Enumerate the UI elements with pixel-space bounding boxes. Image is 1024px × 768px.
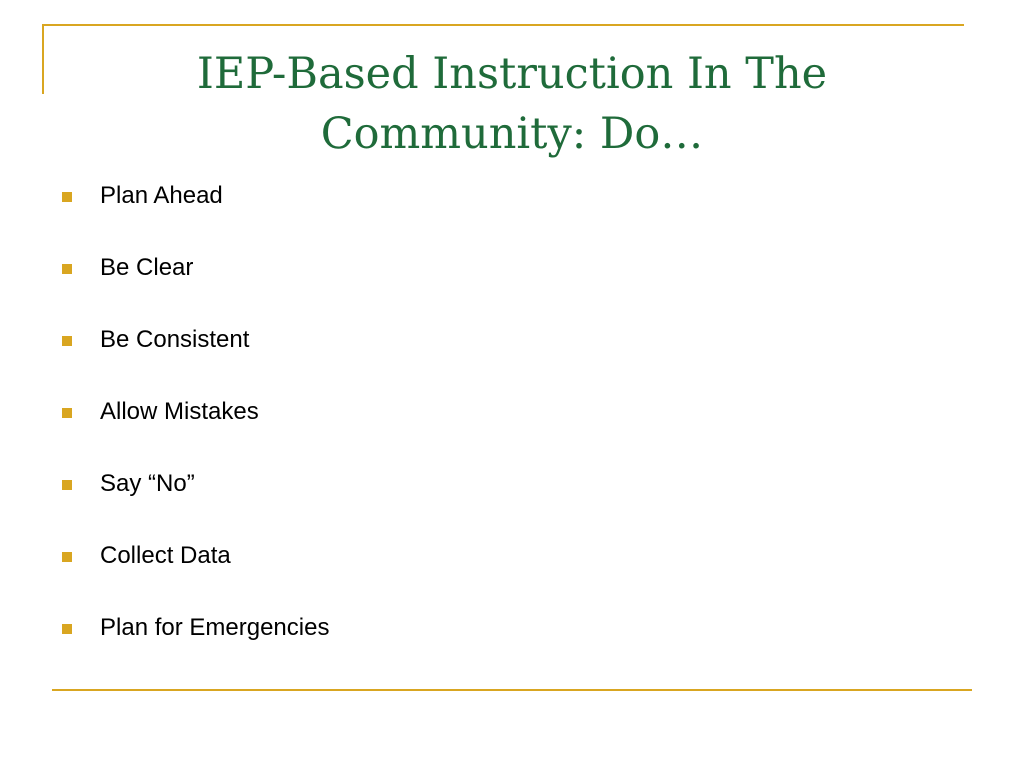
bullet-text: Say “No”: [100, 470, 195, 497]
slide-title-line-1: IEP-Based Instruction In The: [196, 49, 828, 99]
frame-top-rule: [42, 24, 964, 26]
bullet-list: [62, 176, 329, 680]
square-bullet-icon: [62, 336, 72, 346]
square-bullet-icon: [62, 624, 72, 634]
bullet-item: [62, 608, 329, 680]
bullet-text: Be Clear: [100, 254, 194, 281]
bullet-text: Plan for Emergencies: [100, 614, 330, 641]
bullet-item: [62, 176, 329, 248]
bullet-item: [62, 464, 329, 536]
square-bullet-icon: [62, 264, 72, 274]
bullet-text: Plan Ahead: [100, 182, 223, 209]
square-bullet-icon: [62, 552, 72, 562]
square-bullet-icon: [62, 408, 72, 418]
slide-title-line-2: Community: Do…: [320, 109, 704, 159]
square-bullet-icon: [62, 480, 72, 490]
bullet-text: Be Consistent: [100, 326, 250, 353]
bullet-item: [62, 392, 329, 464]
bullet-item: [62, 536, 329, 608]
square-bullet-icon: [62, 192, 72, 202]
footer-rule: [52, 689, 972, 691]
slide-title: [100, 44, 924, 164]
bullet-item: [62, 320, 329, 392]
bullet-item: [62, 248, 329, 320]
bullet-text: Allow Mistakes: [100, 398, 259, 425]
bullet-text: Collect Data: [100, 542, 231, 569]
frame-left-rule: [42, 24, 44, 94]
